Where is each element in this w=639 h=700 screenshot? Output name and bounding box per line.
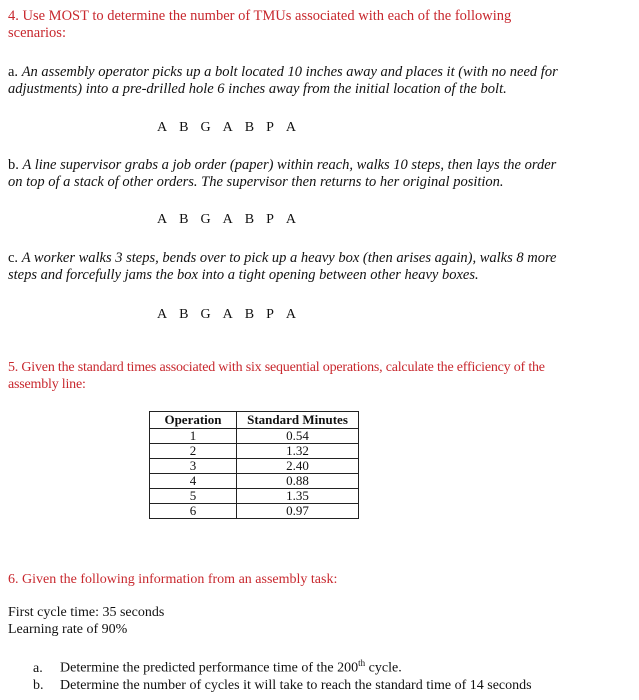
q4-a-text-line1: An assembly operator picks up a bolt located 10 inches away and places it (with no need for xyxy=(21,64,558,80)
q6-a-label: a. xyxy=(33,660,43,676)
seq-letter: B xyxy=(179,212,189,227)
table-cell: 6 xyxy=(150,504,237,519)
table-cell: 1.35 xyxy=(237,489,359,504)
table-cell: 5 xyxy=(150,489,237,504)
table-cell: 0.97 xyxy=(237,504,359,519)
seq-letter: B xyxy=(244,307,255,322)
q6-part-b xyxy=(33,677,633,694)
q6-a-text-end: cycle. xyxy=(365,660,402,676)
q5-title xyxy=(8,359,633,393)
seq-letter: A xyxy=(157,212,168,227)
q4-c-label: c. xyxy=(8,250,22,266)
seq-letter: A xyxy=(222,307,233,322)
table-header-row xyxy=(150,412,359,429)
col-header-operation: Operation xyxy=(150,412,237,429)
seq-letter: G xyxy=(200,212,211,227)
q4-title-line2: scenarios: xyxy=(8,25,66,41)
seq-letter: G xyxy=(200,120,211,135)
q6-info xyxy=(8,604,164,638)
seq-letter: B xyxy=(179,120,189,135)
q4-b-sequence xyxy=(157,212,308,228)
q6-part-a xyxy=(33,655,633,677)
seq-letter: P xyxy=(266,120,274,135)
q4-scenario-b xyxy=(8,157,636,191)
table-cell: 3 xyxy=(150,459,237,474)
q4-b-label: b. xyxy=(8,157,23,173)
seq-letter: A xyxy=(157,307,168,322)
seq-letter: A xyxy=(157,120,168,135)
table-cell: 0.54 xyxy=(237,429,359,444)
q6-a-superscript: th xyxy=(358,658,366,668)
table-row xyxy=(150,444,359,459)
q4-c-text-line1: A worker walks 3 steps, bends over to pick up a heavy box (then arises again), walks 8 more xyxy=(21,250,557,266)
q4-c-sequence xyxy=(157,307,308,323)
q4-scenario-a xyxy=(8,64,636,98)
table-cell: 1 xyxy=(150,429,237,444)
q5-title-line2: assembly line: xyxy=(8,377,86,392)
seq-letter: P xyxy=(266,212,274,227)
q4-title xyxy=(8,8,633,42)
seq-letter: A xyxy=(285,307,296,322)
q4-a-sequence xyxy=(157,120,308,136)
table-row xyxy=(150,474,359,489)
q4-a-label: a. xyxy=(8,64,22,80)
q6-info-line1: First cycle time: 35 seconds xyxy=(8,605,165,620)
table-cell: 2 xyxy=(150,444,237,459)
table-cell: 1.32 xyxy=(237,444,359,459)
q4-title-line1: 4. Use MOST to determine the number of TMUs associated with each of the following xyxy=(8,8,512,24)
seq-letter: A xyxy=(222,212,233,227)
table-row xyxy=(150,504,359,519)
q4-a-text-line2: adjustments) into a pre-drilled hole 6 inches away from the initial location of the bolt. xyxy=(8,81,507,97)
q6-parts xyxy=(33,655,633,694)
table-row xyxy=(150,459,359,474)
q6-info-line2: Learning rate of 90% xyxy=(8,622,128,637)
q6-title: 6. Given the following information from an assembly task: xyxy=(8,572,338,587)
table-row xyxy=(150,429,359,444)
seq-letter: A xyxy=(285,120,296,135)
seq-letter: A xyxy=(285,212,296,227)
q6-b-label: b. xyxy=(33,677,44,693)
q5-title-line1: 5. Given the standard times associated with six sequential operations, calculate the efficiency of the xyxy=(8,360,545,375)
seq-letter: B xyxy=(179,307,189,322)
q4-scenario-c xyxy=(8,250,636,284)
q4-c-text-line2: steps and forcefully jams the box into a tight opening between other heavy boxes. xyxy=(8,267,479,283)
table-cell: 2.40 xyxy=(237,459,359,474)
seq-letter: P xyxy=(266,307,274,322)
seq-letter: G xyxy=(200,307,211,322)
table-row xyxy=(150,489,359,504)
table-cell: 4 xyxy=(150,474,237,489)
col-header-standard-minutes: Standard Minutes xyxy=(237,412,359,429)
q4-b-text-line1: A line supervisor grabs a job order (paper) within reach, walks 10 steps, then lays the order xyxy=(22,157,557,173)
q4-b-text-line2: on top of a stack of other orders. The supervisor then returns to her original position. xyxy=(8,174,504,190)
standard-times-table xyxy=(149,411,359,519)
q6-a-text: Determine the predicted performance time of the 200 xyxy=(60,660,359,676)
seq-letter: A xyxy=(222,120,233,135)
seq-letter: B xyxy=(244,120,255,135)
seq-letter: B xyxy=(244,212,255,227)
table-cell: 0.88 xyxy=(237,474,359,489)
q6-b-text: Determine the number of cycles it will take to reach the standard time of 14 seconds xyxy=(60,677,532,693)
